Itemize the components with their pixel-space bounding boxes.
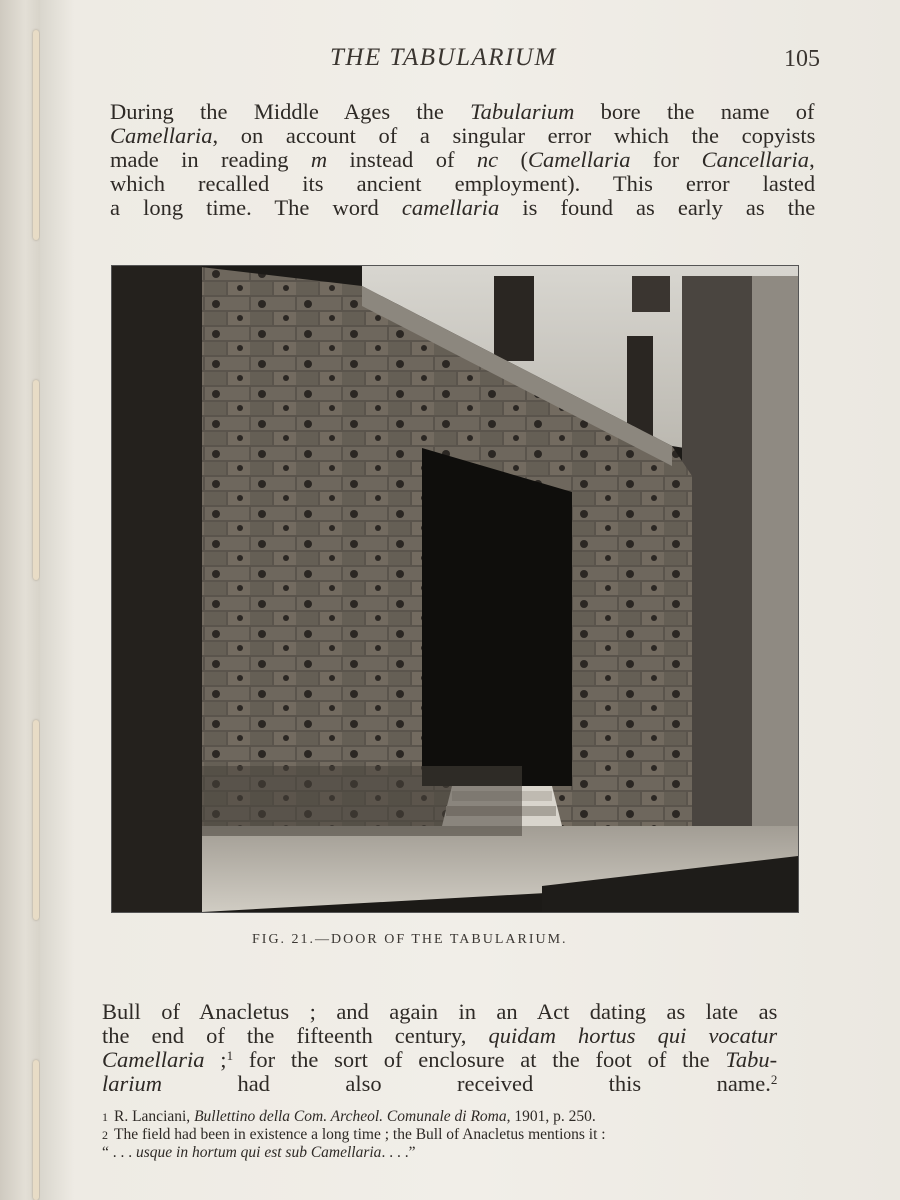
footnote-mark: 1	[102, 1110, 108, 1124]
text-run: for the sort of enclosure at the foot of the	[233, 1047, 726, 1072]
italic-text: m	[310, 147, 328, 172]
italic-text: Camellaria	[528, 147, 631, 172]
page-number: 105	[784, 46, 820, 72]
text-line	[110, 124, 815, 148]
text-line	[102, 1072, 777, 1096]
italic-text: Camellaria	[110, 123, 213, 148]
footnote	[102, 1144, 782, 1161]
text-run: for	[630, 147, 702, 172]
italic-text: usque in hortum qui est sub Camellaria	[136, 1144, 382, 1161]
figure-caption: FIG. 21.—DOOR OF THE TABULARIUM.	[252, 932, 568, 947]
italic-text: Cancellaria	[701, 147, 810, 172]
footnote-reference: 2	[770, 1072, 778, 1087]
binding-stitch	[33, 380, 39, 580]
text-run: made in reading	[110, 147, 311, 172]
footnote-mark: 2	[102, 1128, 108, 1142]
text-run: ,	[809, 147, 815, 172]
footnote-reference: 1	[226, 1048, 234, 1063]
running-header	[330, 44, 820, 74]
italic-text: Tabu-	[725, 1047, 778, 1072]
text-run: , 1901, p. 250.	[506, 1108, 596, 1125]
text-run: had also received this name.	[162, 1071, 771, 1096]
running-title: THE TABULARIUM	[330, 44, 557, 71]
binding-stitch	[33, 1060, 39, 1200]
text-run: During the Middle Ages the	[110, 99, 471, 124]
italic-text: quidam hortus qui vocatur	[488, 1023, 778, 1048]
italic-text: nc	[476, 147, 499, 172]
text-run: Bull of Anacletus ; and again in an Act dating as late as	[102, 999, 778, 1024]
text-line	[102, 1024, 777, 1048]
italic-text: Camellaria	[102, 1047, 205, 1072]
footnotes	[102, 1108, 782, 1161]
italic-text: larium	[102, 1071, 163, 1096]
text-run: a long time. The word	[110, 195, 402, 220]
text-run: instead of	[327, 147, 477, 172]
text-line	[110, 148, 815, 172]
figure-photograph	[112, 266, 798, 912]
text-run: the end of the fifteenth century,	[102, 1023, 489, 1048]
paragraph-bottom	[102, 1000, 777, 1096]
footnote	[102, 1108, 782, 1126]
text-run: which recalled its ancient employment). This error lasted	[110, 171, 816, 196]
paragraph-top	[110, 100, 815, 220]
binding-stitch	[33, 30, 39, 240]
italic-text: Bullettino della Com. Archeol. Comunale di Roma	[194, 1108, 507, 1125]
text-line	[110, 196, 815, 220]
book-gutter	[0, 0, 42, 1200]
text-run: (	[498, 147, 528, 172]
text-run: is found as early as the	[499, 195, 816, 220]
italic-text: Tabularium	[470, 99, 575, 124]
text-run: . . . .”	[381, 1144, 416, 1161]
text-run: R. Lanciani,	[114, 1108, 195, 1125]
tabularium-door-photo	[112, 266, 798, 912]
italic-text: camellaria	[401, 195, 500, 220]
text-line	[102, 1000, 777, 1024]
text-run: ;	[204, 1047, 227, 1072]
text-run: , on account of a singular error which the copyists	[212, 123, 816, 148]
text-run: bore the name of	[574, 99, 815, 124]
text-run: The field had been in existence a long time ; the Bull of Anacletus mentions it :	[114, 1126, 606, 1143]
text-run: “ . . .	[102, 1144, 137, 1161]
text-line	[110, 100, 815, 124]
text-line	[110, 172, 815, 196]
binding-stitch	[33, 720, 39, 920]
footnote	[102, 1126, 782, 1144]
text-line	[102, 1048, 777, 1072]
